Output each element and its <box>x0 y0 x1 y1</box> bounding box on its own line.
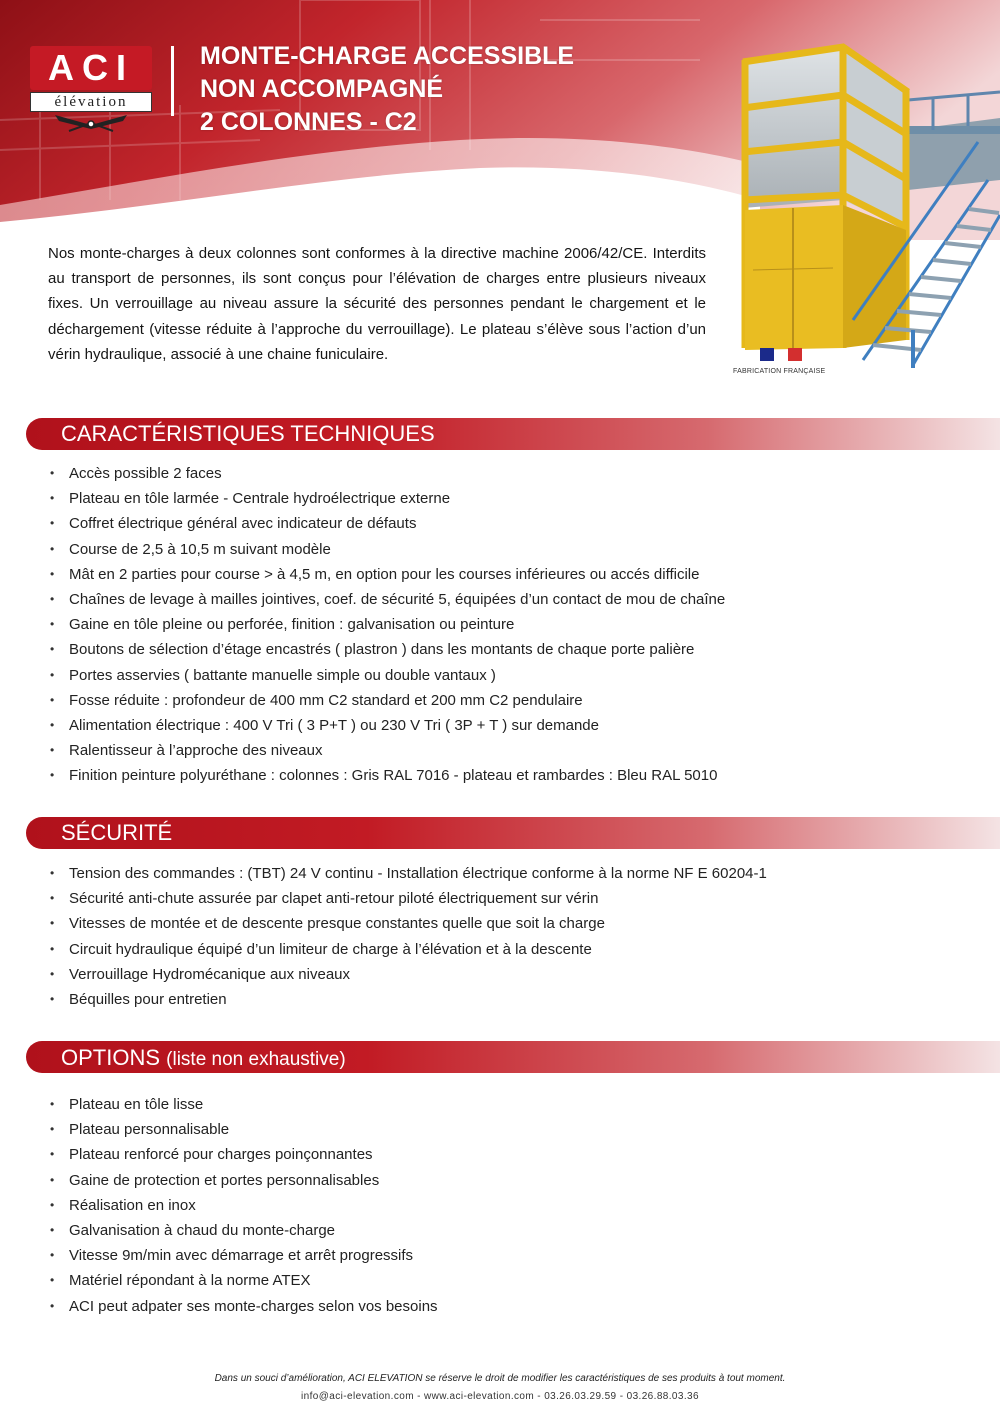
page-title <box>200 40 574 139</box>
footer-contact: info@aci-elevation.com - www.aci-elevation.com - 03.26.03.29.59 - 03.26.88.03.36 <box>301 1391 699 1402</box>
title-separator <box>171 46 174 116</box>
flag-red-icon <box>788 348 802 361</box>
product-photo <box>733 30 1000 368</box>
list-item: • Coffret électrique général avec indicateur de défauts <box>48 511 725 536</box>
logo-subtitle: élévation <box>30 92 152 112</box>
logo-wordmark: ACI <box>30 46 152 90</box>
list-item: • Accès possible 2 faces <box>48 461 725 486</box>
footer-note: Dans un souci d’amélioration, ACI ELEVATION se réserve le droit de modifier les caractéristiques de ses produits à tout moment. <box>214 1373 786 1384</box>
list-item: • Plateau en tôle lisse <box>48 1092 438 1117</box>
section-title-options <box>61 1042 346 1076</box>
page-title-line-3: 2 COLONNES - C2 <box>200 108 417 136</box>
list-item: • Portes asservies ( battante manuelle simple ou double vantaux ) <box>48 663 725 688</box>
list-item: • Béquilles pour entretien <box>48 987 767 1012</box>
list-item: • Matériel répondant à la norme ATEX <box>48 1268 438 1293</box>
page-title-line-1: MONTE-CHARGE ACCESSIBLE <box>200 42 575 70</box>
logo-emblem-icon <box>51 113 131 133</box>
list-item: • Chaînes de levage à mailles jointives, coef. de sécurité 5, équipées d’un contact de mou de chaîne <box>48 587 725 612</box>
flag-blue-icon <box>760 348 774 361</box>
options-list <box>48 1092 438 1319</box>
section-title-securite: SÉCURITÉ <box>61 820 173 845</box>
list-item: • Réalisation en inox <box>48 1193 438 1218</box>
list-item: • Mât en 2 parties pour course > à 4,5 m, en option pour les courses inférieures ou accés difficile <box>48 562 725 587</box>
list-item: • Tension des commandes : (TBT) 24 V continu - Installation électrique conforme à la norme NF E 60204-1 <box>48 861 767 886</box>
securite-list <box>48 861 767 1012</box>
list-item: • Sécurité anti-chute assurée par clapet anti-retour piloté électriquement sur vérin <box>48 886 767 911</box>
list-item: • Gaine de protection et portes personnalisables <box>48 1168 438 1193</box>
list-item: • Gaine en tôle pleine ou perforée, finition : galvanisation ou peinture <box>48 612 725 637</box>
list-item: • Fosse réduite : profondeur de 400 mm C2 standard et 200 mm C2 pendulaire <box>48 688 725 713</box>
flag-france <box>760 348 816 366</box>
caracteristiques-list <box>48 461 725 788</box>
list-item: • ACI peut adpater ses monte-charges selon vos besoins <box>48 1294 438 1319</box>
list-item: • Finition peinture polyuréthane : colonnes : Gris RAL 7016 - plateau et rambardes : Bleu RAL 5010 <box>48 763 725 788</box>
intro-paragraph: Nos monte-charges à deux colonnes sont conformes à la directive machine 2006/42/CE. Interdits au transport de personnes, ils sont conçus pour l’élévation de charges entre plusieurs niveaux fixes. Un verrouillage au niveau assure la sécurité des personnes pendant le chargement et le déchargement (vitesse réduite à l’approche du verrouillage). Le plateau s’élève sous l’action d’un vérin hydraulique, associé à une chaine funiculaire. <box>48 245 706 363</box>
page-title-line-2: NON ACCOMPAGNÉ <box>200 75 444 103</box>
list-item: • Boutons de sélection d’étage encastrés ( plastron ) dans les montants de chaque porte palière <box>48 637 725 662</box>
aci-logo <box>30 46 152 133</box>
list-item: • Ralentisseur à l’approche des niveaux <box>48 738 725 763</box>
fabrication-label: FABRICATION FRANÇAISE <box>733 368 826 375</box>
list-item: • Plateau renforcé pour charges poinçonnantes <box>48 1142 438 1167</box>
list-item: • Galvanisation à chaud du monte-charge <box>48 1218 438 1243</box>
options-subtitle: (liste non exhaustive) <box>166 1049 346 1070</box>
list-item: • Vitesses de montée et de descente presque constantes quelle que soit la charge <box>48 911 767 936</box>
options-title: OPTIONS <box>61 1045 161 1070</box>
list-item: • Plateau personnalisable <box>48 1117 438 1142</box>
list-item: • Verrouillage Hydromécanique aux niveaux <box>48 962 767 987</box>
list-item: • Course de 2,5 à 10,5 m suivant modèle <box>48 537 725 562</box>
list-item: • Circuit hydraulique équipé d’un limiteur de charge à l’élévation et à la descente <box>48 937 767 962</box>
list-item: • Vitesse 9m/min avec démarrage et arrêt progressifs <box>48 1243 438 1268</box>
section-title-caracteristiques: CARACTÉRISTIQUES TECHNIQUES <box>61 421 435 446</box>
list-item: • Plateau en tôle larmée - Centrale hydroélectrique externe <box>48 486 725 511</box>
list-item: • Alimentation électrique : 400 V Tri ( 3 P+T ) ou 230 V Tri ( 3P + T ) sur demande <box>48 713 725 738</box>
